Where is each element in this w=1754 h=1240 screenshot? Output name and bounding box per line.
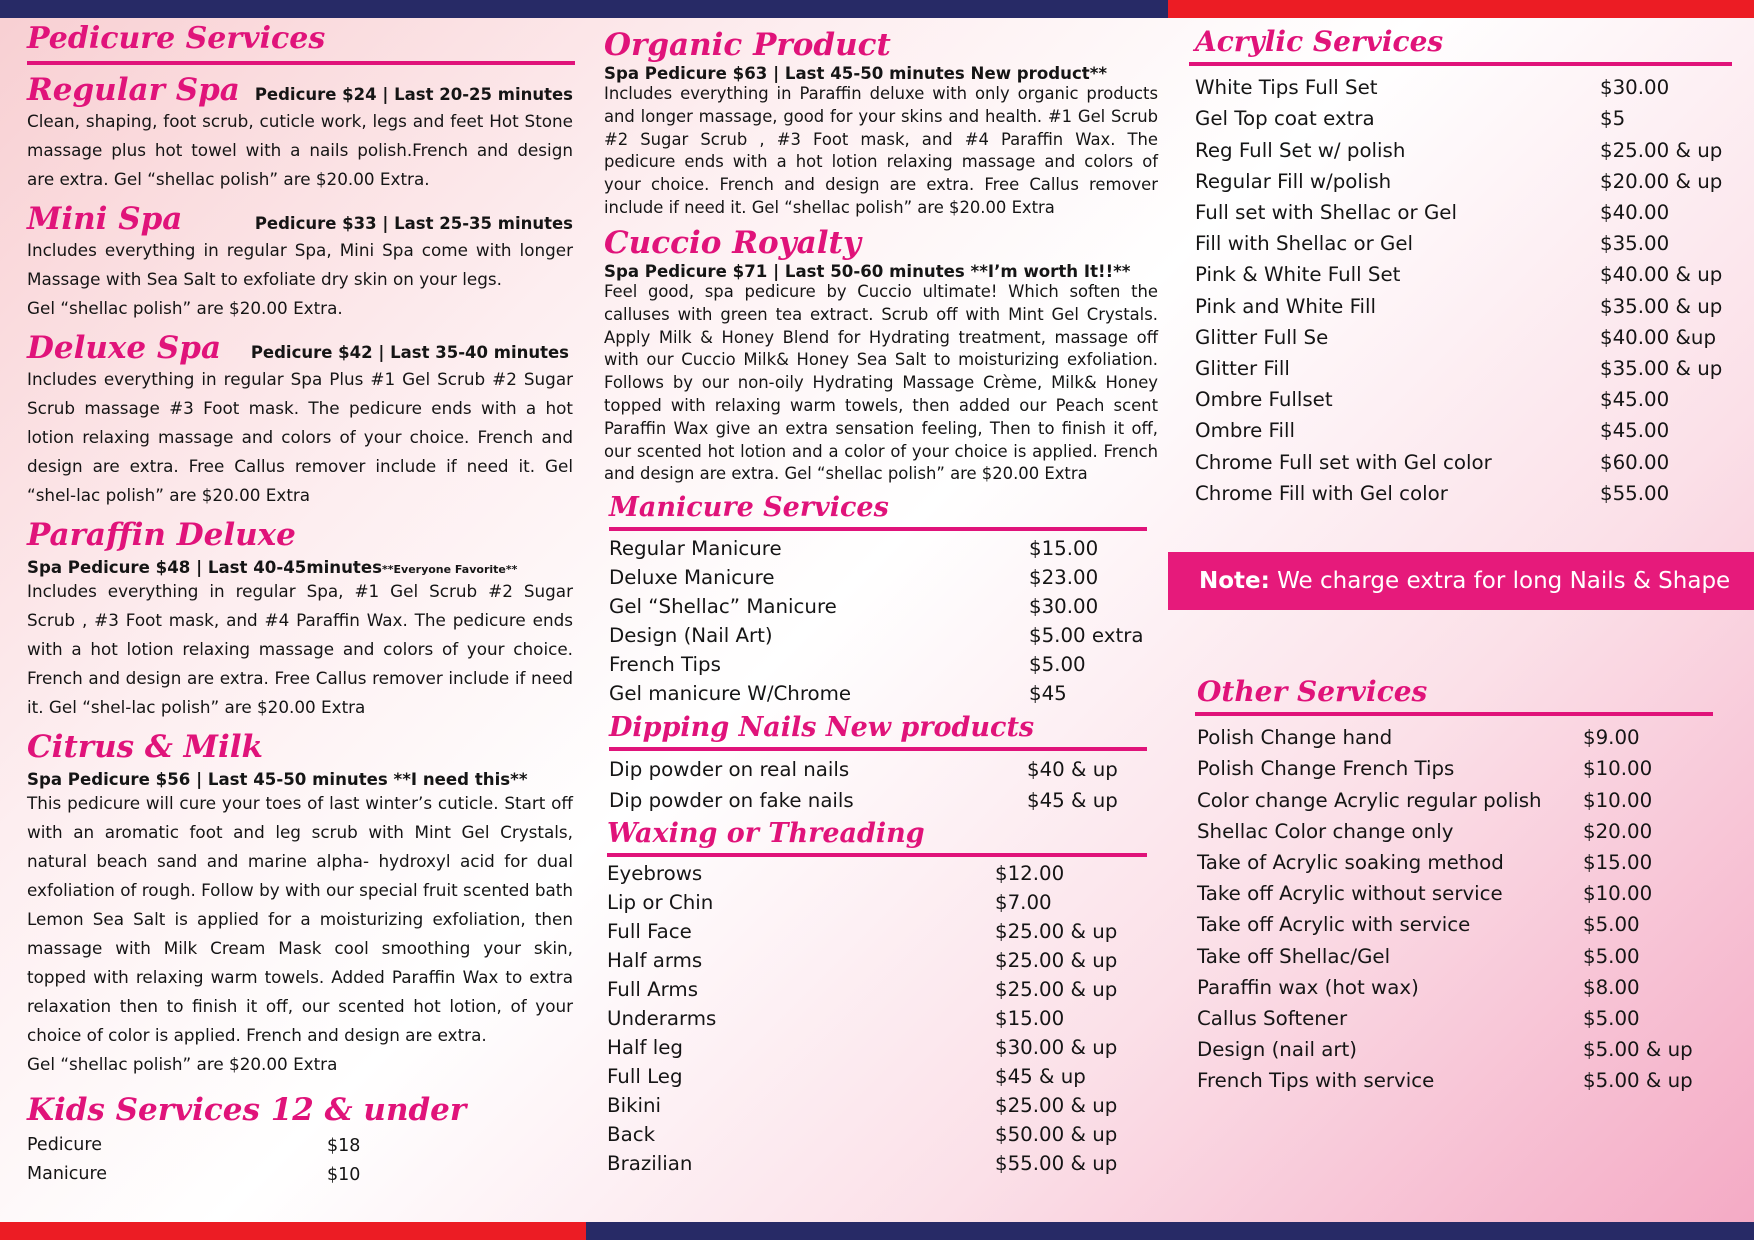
deluxe-spa-header — [27, 331, 573, 365]
manicure-title-rule — [609, 527, 1147, 531]
acrylic-item-name: Glitter Full Se — [1195, 325, 1329, 349]
waxing-row — [607, 946, 1145, 975]
other-item-name: Shellac Color change only — [1197, 819, 1454, 843]
regular-spa-title: Regular Spa — [27, 71, 240, 108]
waxing-item-price: $45 & up — [995, 1065, 1086, 1089]
acrylic-item-price: $45.00 — [1600, 419, 1670, 443]
other-item-name: Color change Acrylic regular polish — [1197, 788, 1542, 812]
column-acrylic — [1195, 26, 1732, 509]
acrylic-item-price: $55.00 — [1600, 481, 1670, 505]
bottom-bar-navy — [586, 1222, 1754, 1240]
other-row — [1197, 785, 1713, 816]
other-row — [1197, 816, 1713, 847]
organic-desc: Includes everything in Paraffin deluxe with only organic products and longer massage, good for your skins and health. #1 Gel Scrub #2 Sugar Scrub , #3 Foot mask, and #4 Paraffin Wax. The pedicure ends with a hot lotion relaxing massage and colors of your choice. French and design are extra. Free Callus remover include if need it. Gel “shellac polish” are $20.00 Extra — [604, 84, 1158, 218]
acrylic-row — [1195, 259, 1732, 290]
other-item-name: Take off Acrylic without service — [1197, 882, 1503, 906]
acrylic-item-price: $5 — [1600, 107, 1626, 131]
manicure-row — [609, 592, 1147, 621]
regular-spa-meta: Pedicure $24 | Last 20-25 minutes — [254, 84, 573, 104]
waxing-item-price: $25.00 & up — [995, 920, 1118, 944]
other-row — [1197, 722, 1713, 753]
manicure-item-name: French Tips — [609, 653, 721, 677]
acrylic-row — [1195, 228, 1732, 259]
kids-item-name: Pedicure — [27, 1135, 102, 1156]
citrus-milk-desc: This pedicure will cure your toes of last winter’s cuticle. Start off with an aromatic foot and leg scrub with Mint Gel Crystals, natural beach sand and marine alpha- hydroxyl acid for dual exfoliation of rough. Follow by with our special fruit scented bath Lemon Sea Salt is applied for a moisturizing exfoliation, then massage with Milk Cream Mask cool smoothing your skin, topped with relaxing warm towels. Added Paraffin Wax to extra relaxation then to finish it off, our scented hot lotion, of your choice of color is applied. French and design are extra. — [27, 792, 573, 1045]
manicure-item-price: $5.00 extra — [1029, 624, 1144, 648]
cuccio-meta: Spa Pedicure $71 | Last 50-60 minutes **I’m worth It!!** — [604, 261, 1131, 281]
other-title-rule — [1195, 712, 1713, 716]
manicure-row — [609, 679, 1147, 708]
acrylic-title-rule — [1189, 62, 1732, 66]
waxing-item-price: $50.00 & up — [995, 1123, 1118, 1147]
citrus-milk-desc-2: Gel “shellac polish” are $20.00 Extra — [27, 1053, 338, 1074]
acrylic-row — [1195, 353, 1732, 384]
other-item-name: Take off Shellac/Gel — [1197, 944, 1391, 968]
citrus-milk-meta: Spa Pedicure $56 | Last 45-50 minutes **I need this** — [27, 769, 528, 789]
acrylic-item-name: Reg Full Set w/ polish — [1195, 138, 1406, 162]
waxing-row — [607, 1004, 1145, 1033]
other-item-price: $10.00 — [1583, 882, 1653, 906]
waxing-item-price: $25.00 & up — [995, 949, 1118, 973]
waxing-item-price: $15.00 — [995, 1007, 1065, 1031]
manicure-item-price: $15.00 — [1029, 537, 1099, 561]
waxing-item-name: Bikini — [607, 1094, 662, 1118]
other-item-name: Callus Softener — [1197, 1006, 1348, 1030]
dipping-item-name: Dip powder on real nails — [609, 758, 850, 782]
other-item-name: Paraffin wax (hot wax) — [1197, 975, 1419, 999]
acrylic-row — [1195, 166, 1732, 197]
other-item-name: Polish Change French Tips — [1197, 757, 1455, 781]
waxing-row — [607, 859, 1145, 888]
dipping-item-name: Dip powder on fake nails — [609, 789, 854, 813]
dipping-item-price: $45 & up — [1027, 789, 1118, 813]
kids-row — [27, 1160, 397, 1189]
note-text: We charge extra for long Nails & Shape — [1277, 568, 1731, 594]
waxing-row — [607, 975, 1145, 1004]
other-item-price: $8.00 — [1583, 975, 1640, 999]
waxing-item-name: Half leg — [607, 1036, 683, 1060]
cuccio-desc: Feel good, spa pedicure by Cuccio ultimate! Which soften the calluses with green tea extract. Scrub off with Mint Gel Crystals. Apply Milk & Honey Blend for Hydrating treatment, massage off with our Cuccio Milk& Honey Sea Salt to moisturizing exfoliation. Follows by our non-oily Hydrating Massage Crème, Milk& Honey topped with relaxing warm towels, then added our Peach scent Paraffin Wax give an extra sensation feeling, Then to finish it off, our scented hot lotion and a color of your choice is applied. French and design are extra. Gel “shellac polish” are $20.00 Extra — [604, 281, 1158, 484]
other-item-price: $5.00 — [1583, 1006, 1640, 1030]
acrylic-item-price: $45.00 — [1600, 388, 1670, 412]
dipping-section-title: Dipping Nails New products — [609, 712, 1035, 744]
dipping-item-price: $40 & up — [1027, 758, 1118, 782]
waxing-row — [607, 917, 1145, 946]
acrylic-item-name: Gel Top coat extra — [1195, 107, 1375, 131]
regular-spa-header — [27, 73, 573, 107]
other-price-table — [1197, 722, 1713, 1096]
other-row — [1197, 941, 1713, 972]
mini-spa-header — [27, 202, 573, 236]
bottom-bar-red — [0, 1222, 586, 1240]
other-item-price: $9.00 — [1583, 726, 1640, 750]
acrylic-item-price: $60.00 — [1600, 450, 1670, 474]
waxing-row — [607, 888, 1145, 917]
other-item-price: $5.00 & up — [1583, 1038, 1693, 1062]
waxing-item-name: Full Leg — [607, 1065, 683, 1089]
acrylic-item-price: $30.00 — [1600, 76, 1670, 100]
acrylic-row — [1195, 197, 1732, 228]
acrylic-item-name: Pink and White Fill — [1195, 294, 1377, 318]
acrylic-row — [1195, 72, 1732, 103]
waxing-row — [607, 1062, 1145, 1091]
other-item-price: $10.00 — [1583, 757, 1653, 781]
dipping-title-rule — [609, 747, 1147, 751]
acrylic-item-name: Glitter Fill — [1195, 356, 1290, 380]
manicure-item-price: $45 — [1029, 682, 1067, 706]
waxing-row — [607, 1120, 1145, 1149]
top-bar-navy — [0, 0, 1168, 18]
acrylic-price-table — [1195, 72, 1732, 509]
deluxe-spa-desc: Includes everything in regular Spa Plus #1 Gel Scrub #2 Sugar Scrub massage #3 Foot mask. The pedicure ends with a hot lotion relaxing massage and colors of your choice. French and design are extra. Free Callus remover include if need it. Gel “shel-lac polish” are $20.00 Extra — [27, 368, 573, 505]
manicure-item-name: Deluxe Manicure — [609, 566, 775, 590]
manicure-item-name: Gel manicure W/Chrome — [609, 682, 852, 706]
mini-spa-title: Mini Spa — [27, 200, 183, 237]
acrylic-item-price: $40.00 &up — [1600, 325, 1717, 349]
waxing-row — [607, 1091, 1145, 1120]
other-item-price: $5.00 — [1583, 944, 1640, 968]
waxing-item-name: Back — [607, 1123, 656, 1147]
kids-row — [27, 1131, 397, 1160]
kids-item-price: $10 — [327, 1164, 361, 1185]
note-label: Note: — [1199, 568, 1270, 594]
waxing-item-name: Underarms — [607, 1007, 717, 1031]
paraffin-deluxe-desc: Includes everything in regular Spa, #1 Gel Scrub #2 Sugar Scrub , #3 Foot mask, and #4 Paraffin Wax. The pedicure ends with a hot lotion relaxing massage and colors of your choice. French and design are extra. Free Callus remover include if need it. Gel “shel-lac polish” are $20.00 Extra — [27, 580, 573, 717]
other-item-name: Design (nail art) — [1197, 1038, 1357, 1062]
manicure-item-name: Regular Manicure — [609, 537, 782, 561]
other-row — [1197, 753, 1713, 784]
dipping-row — [609, 754, 1147, 785]
column-pedicure — [27, 22, 573, 1189]
manicure-item-name: Gel “Shellac” Manicure — [609, 595, 837, 619]
acrylic-item-name: Regular Fill w/polish — [1195, 169, 1392, 193]
other-item-price: $5.00 & up — [1583, 1069, 1693, 1093]
acrylic-row — [1195, 384, 1732, 415]
acrylic-item-name: Pink & White Full Set — [1195, 263, 1401, 287]
other-item-name: Take off Acrylic with service — [1197, 913, 1471, 937]
paraffin-deluxe-title: Paraffin Deluxe — [27, 516, 296, 553]
other-row — [1197, 878, 1713, 909]
dipping-price-table — [609, 754, 1147, 816]
waxing-item-price: $7.00 — [995, 891, 1052, 915]
acrylic-row — [1195, 291, 1732, 322]
manicure-row — [609, 534, 1147, 563]
acrylic-item-name: Ombre Fill — [1195, 419, 1295, 443]
acrylic-row — [1195, 415, 1732, 446]
cuccio-title: Cuccio Royalty — [604, 224, 861, 261]
organic-title: Organic Product — [604, 27, 891, 63]
acrylic-item-name: Ombre Fullset — [1195, 388, 1333, 412]
deluxe-spa-title: Deluxe Spa — [27, 329, 222, 366]
other-row — [1197, 847, 1713, 878]
regular-spa-desc: Clean, shaping, foot scrub, cuticle work, legs and feet Hot Stone massage plus hot towel with a nails polish.French and design are extra. Gel “shellac polish” are $20.00 Extra. — [27, 110, 573, 189]
paraffin-deluxe-tag: **Everyone Favorite** — [382, 562, 518, 576]
acrylic-row — [1195, 135, 1732, 166]
waxing-title-rule — [607, 853, 1147, 857]
acrylic-item-price: $35.00 & up — [1600, 294, 1723, 318]
waxing-item-name: Lip or Chin — [607, 891, 714, 915]
other-item-price: $15.00 — [1583, 851, 1653, 875]
waxing-item-name: Full Face — [607, 920, 692, 944]
mini-spa-desc: Includes everything in regular Spa, Mini Spa come with longer Massage with Sea Salt to exfoliate dry skin on your legs. — [27, 239, 573, 289]
other-section-title: Other Services — [1197, 675, 1428, 708]
other-row — [1197, 1065, 1713, 1096]
kids-section-title: Kids Services 12 & under — [27, 1091, 467, 1128]
other-item-price: $5.00 — [1583, 913, 1640, 937]
acrylic-item-price: $20.00 & up — [1600, 169, 1723, 193]
pedicure-title-rule — [27, 61, 575, 65]
acrylic-item-price: $40.00 & up — [1600, 263, 1723, 287]
acrylic-row — [1195, 446, 1732, 477]
acrylic-row — [1195, 322, 1732, 353]
waxing-item-price: $55.00 & up — [995, 1152, 1118, 1176]
waxing-item-price: $25.00 & up — [995, 978, 1118, 1002]
acrylic-item-name: Chrome Fill with Gel color — [1195, 481, 1448, 505]
waxing-item-price: $30.00 & up — [995, 1036, 1118, 1060]
acrylic-item-name: Full set with Shellac or Gel — [1195, 201, 1457, 225]
acrylic-item-price: $40.00 — [1600, 201, 1670, 225]
waxing-item-name: Eyebrows — [607, 862, 703, 886]
other-item-name: Polish Change hand — [1197, 726, 1393, 750]
paraffin-deluxe-meta — [27, 558, 573, 577]
waxing-price-table — [607, 859, 1145, 1178]
waxing-item-name: Brazilian — [607, 1152, 693, 1176]
manicure-item-price: $23.00 — [1029, 566, 1099, 590]
paraffin-deluxe-meta-text: Spa Pedicure $48 | Last 40-45minutes — [27, 557, 382, 577]
dipping-row — [609, 785, 1147, 816]
mini-spa-desc-2: Gel “shellac polish” are $20.00 Extra. — [27, 297, 343, 318]
other-item-price: $20.00 — [1583, 819, 1653, 843]
waxing-item-price: $25.00 & up — [995, 1094, 1118, 1118]
kids-price-table — [27, 1131, 397, 1189]
other-item-name: French Tips with service — [1197, 1069, 1435, 1093]
other-row — [1197, 1003, 1713, 1034]
acrylic-row — [1195, 103, 1732, 134]
manicure-item-name: Design (Nail Art) — [609, 624, 773, 648]
acrylic-row — [1195, 478, 1732, 509]
waxing-section-title: Waxing or Threading — [607, 818, 925, 850]
manicure-row — [609, 563, 1147, 592]
manicure-price-table — [609, 534, 1147, 708]
other-item-name: Take of Acrylic soaking method — [1197, 851, 1504, 875]
organic-meta: Spa Pedicure $63 | Last 45-50 minutes New product** — [604, 64, 1108, 84]
waxing-item-name: Full Arms — [607, 978, 699, 1002]
manicure-row — [609, 621, 1147, 650]
other-row — [1197, 972, 1713, 1003]
waxing-item-price: $12.00 — [995, 862, 1065, 886]
manicure-section-title: Manicure Services — [609, 492, 889, 524]
manicure-row — [609, 650, 1147, 679]
waxing-item-name: Half arms — [607, 949, 703, 973]
mini-spa-meta: Pedicure $33 | Last 25-35 minutes — [254, 213, 573, 233]
pedicure-section-title: Pedicure Services — [27, 21, 326, 56]
waxing-row — [607, 1033, 1145, 1062]
acrylic-item-name: Fill with Shellac or Gel — [1195, 232, 1414, 256]
waxing-row — [607, 1149, 1145, 1178]
acrylic-item-price: $35.00 — [1600, 232, 1670, 256]
top-bar-red — [1168, 0, 1754, 18]
deluxe-spa-meta: Pedicure $42 | Last 35-40 minutes — [250, 342, 569, 362]
column-middle — [604, 28, 1158, 1178]
kids-item-name: Manicure — [27, 1164, 108, 1185]
manicure-item-price: $30.00 — [1029, 595, 1099, 619]
acrylic-item-price: $35.00 & up — [1600, 356, 1723, 380]
kids-item-price: $18 — [327, 1135, 361, 1156]
citrus-milk-title: Citrus & Milk — [27, 728, 264, 765]
acrylic-item-name: Chrome Full set with Gel color — [1195, 450, 1492, 474]
other-row — [1197, 1034, 1713, 1065]
column-other — [1197, 676, 1713, 1096]
manicure-item-price: $5.00 — [1029, 653, 1086, 677]
acrylic-item-price: $25.00 & up — [1600, 138, 1723, 162]
other-item-price: $10.00 — [1583, 788, 1653, 812]
acrylic-section-title: Acrylic Services — [1195, 25, 1444, 58]
note-banner — [1168, 552, 1754, 610]
other-row — [1197, 909, 1713, 940]
acrylic-item-name: White Tips Full Set — [1195, 76, 1378, 100]
